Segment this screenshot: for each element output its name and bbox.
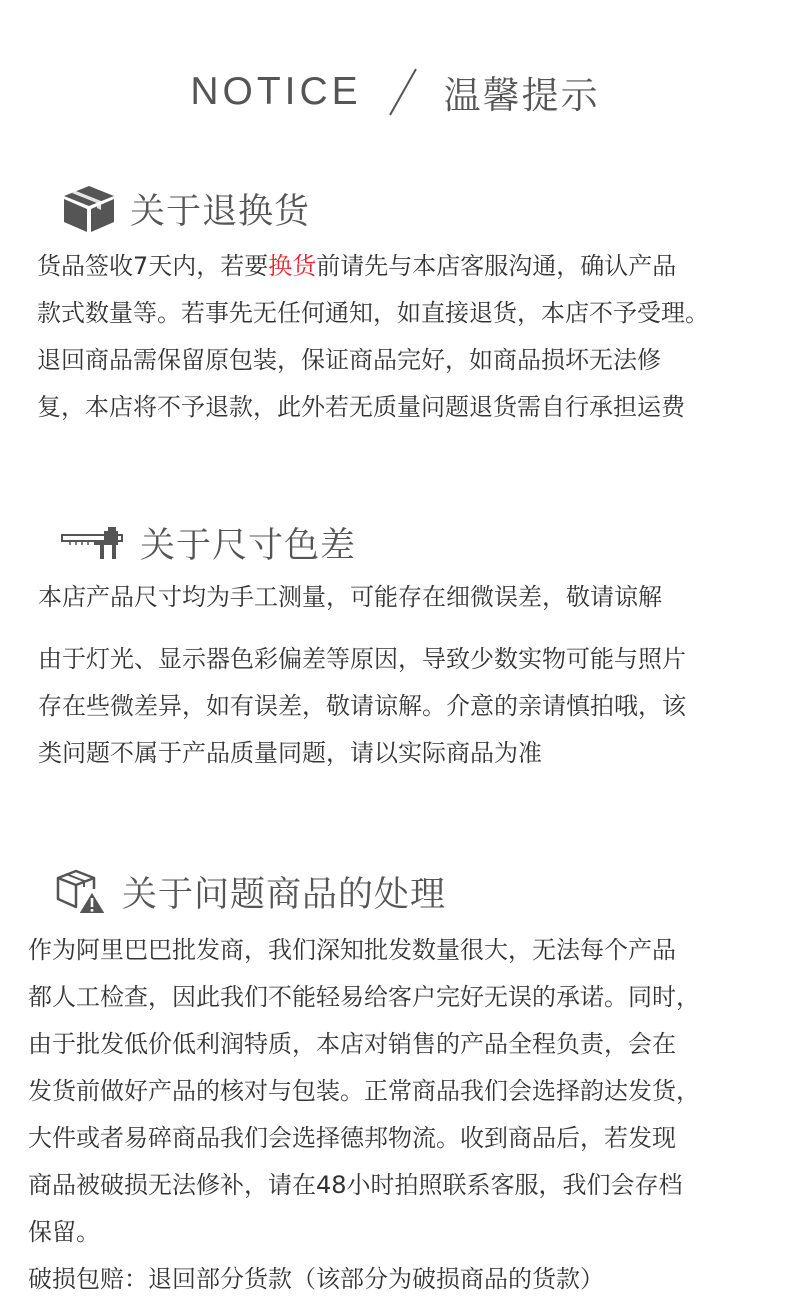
size-paragraph-1 [38, 574, 662, 621]
paragraph-line: 由于灯光、显示器色彩偏差等原因，导致少数实物可能与照片 [38, 645, 686, 673]
problem-goods-paragraph [28, 927, 700, 1303]
paragraph-line: 款式数量等。若事先无任何通知，如直接退货，本店不予受理。 [37, 299, 709, 327]
paragraph-line: 由于批发低价低利润特质，本店对销售的产品全程负责，会在 [28, 1030, 676, 1058]
box-icon [62, 184, 116, 234]
damaged-box-warning-icon [56, 867, 108, 917]
section-size-color-title [60, 518, 356, 568]
notice-title-english: NOTICE [190, 70, 362, 113]
section-title-label: 关于问题商品的处理 [122, 875, 447, 915]
notice-title-chinese: 温馨提示 [443, 74, 600, 117]
returns-paragraph [37, 243, 709, 431]
caliper-icon [60, 523, 126, 563]
paragraph-line: 发货前做好产品的核对与包装。正常商品我们会选择韵达发货， [28, 1077, 700, 1105]
section-title-label: 关于退换货 [130, 192, 311, 232]
notice-header [0, 62, 790, 122]
paragraph-line: 本店产品尺寸均为手工测量，可能存在细微误差，敬请谅解 [38, 583, 662, 611]
paragraph-line: 存在些微差异，如有误差，敬请谅解。介意的亲请慎拍哦，该 [38, 692, 686, 720]
paragraph-line: 类问题不属于产品质量同题，请以实际商品为准 [38, 739, 542, 767]
paragraph-line: 复，本店将不予退款，此外若无质量问题退货需自行承担运费 [37, 393, 685, 421]
paragraph-line: 商品被破损无法修补，请在48小时拍照联系客服，我们会存档 [28, 1171, 683, 1199]
paragraph-line: 保留。 [28, 1218, 100, 1246]
paragraph-line: 大件或者易碎商品我们会选择德邦物流。收到商品后，若发现 [28, 1124, 676, 1152]
section-title-label: 关于尺寸色差 [140, 526, 357, 566]
highlight-exchange: 换货 [268, 252, 317, 280]
paragraph-line: 都人工检查，因此我们不能轻易给客户完好无误的承诺。同时， [28, 983, 700, 1011]
paragraph-line: 作为阿里巴巴批发商，我们深知批发数量很大，无法每个产品 [28, 936, 676, 964]
text-segment: 前请先与本店客服沟通，确认产品 [316, 252, 677, 280]
paragraph-line: 退回商品需保留原包装，保证商品完好，如商品损坏无法修 [37, 346, 661, 374]
paragraph-line: 破损包赔：退回部分货款（该部分为破损商品的货款） [28, 1265, 604, 1293]
paragraph-line [37, 243, 709, 290]
section-returns-title [62, 184, 310, 234]
text-segment: 货品签收7天内，若要 [37, 252, 269, 280]
slash-divider [388, 67, 418, 117]
size-paragraph-2 [38, 636, 686, 777]
section-problem-goods-title [56, 867, 446, 917]
